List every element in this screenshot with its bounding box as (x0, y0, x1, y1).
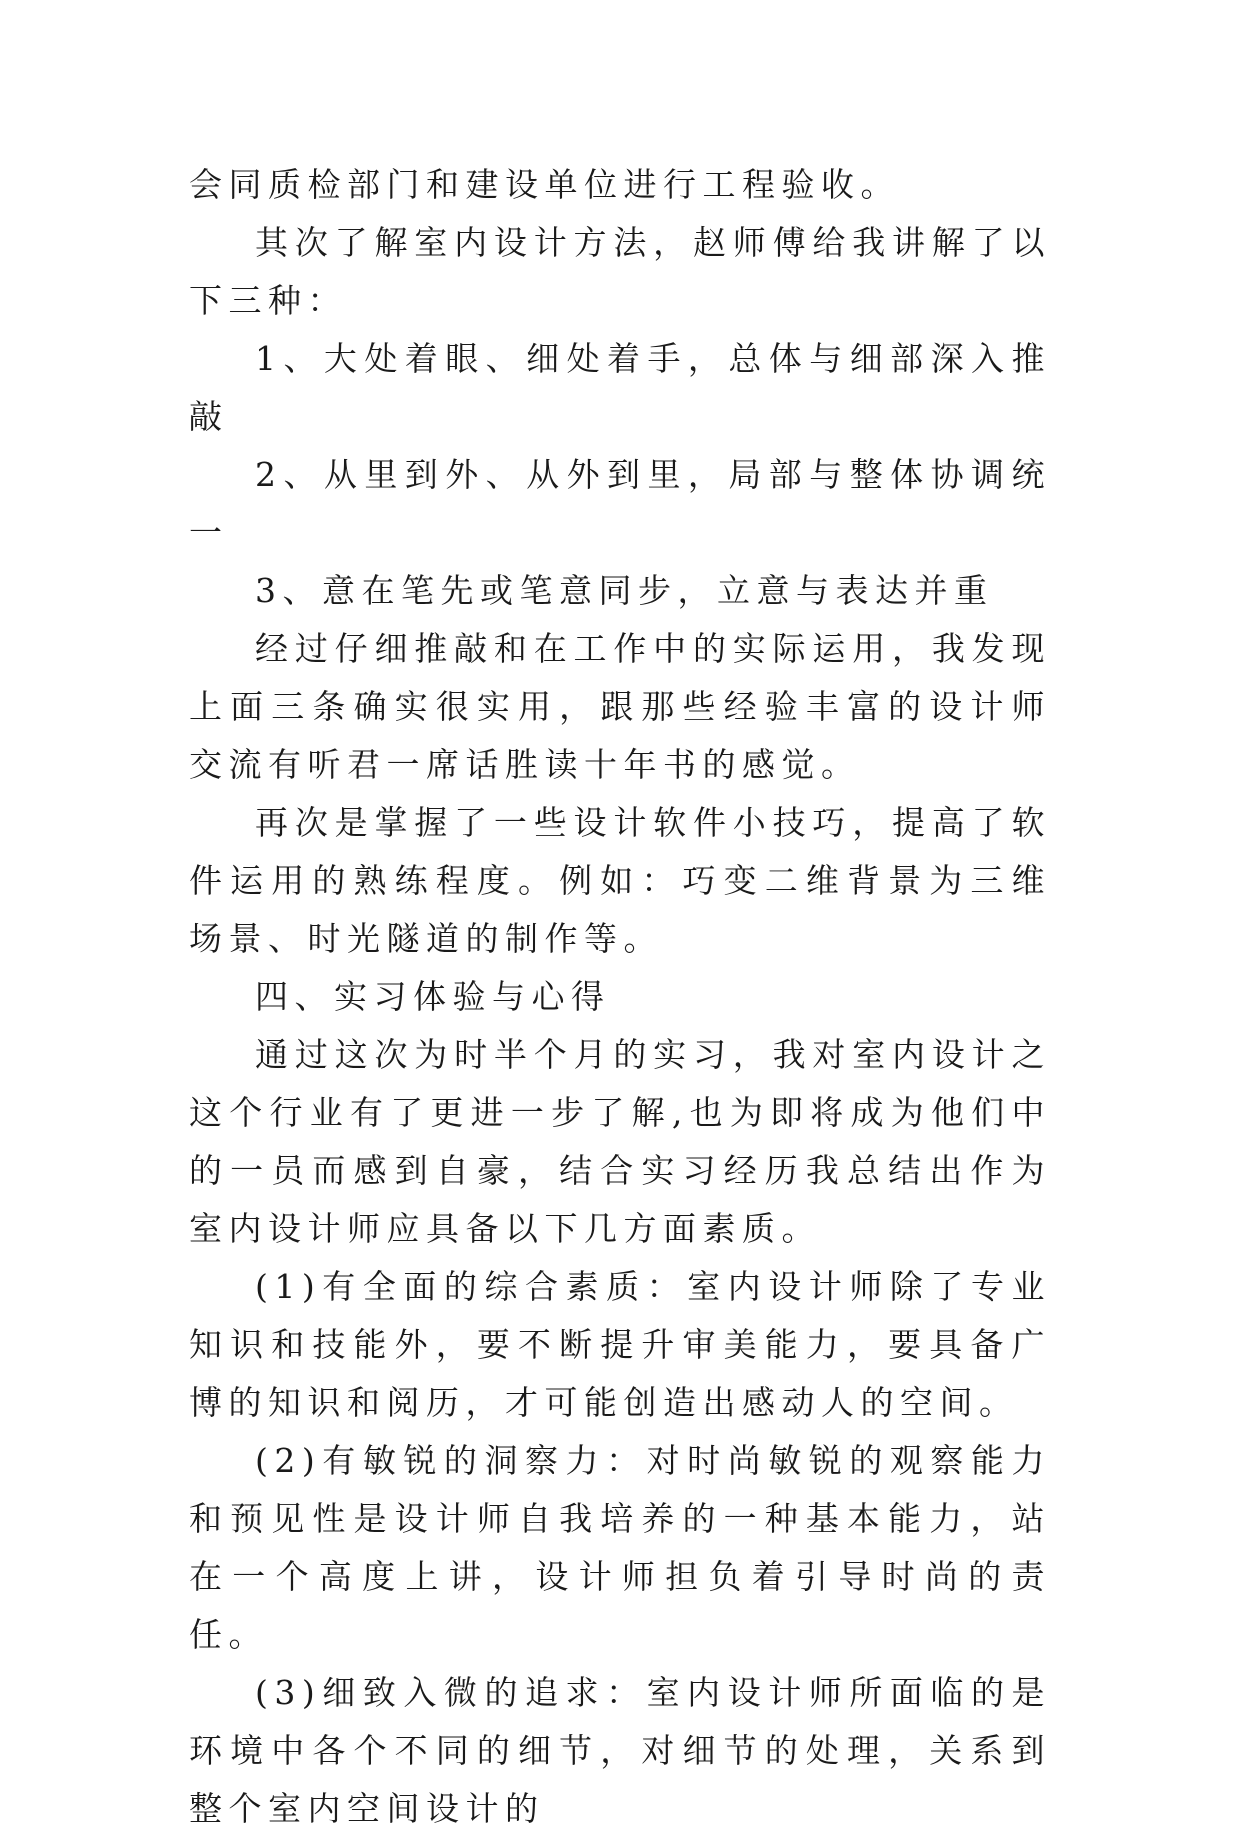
list-item-method-3: 3、意在笔先或笔意同步，立意与表达并重 (255, 571, 994, 610)
section-heading-experience: 四、实习体验与心得 (255, 977, 611, 1016)
paragraph-practice-reflection: 经过仔细推敲和在工作中的实际运用，我发现上面三条确实很实用，跟那些经验丰富的设计师交流有听君一席话胜读十年书的感觉。 (189, 629, 1051, 784)
paragraph-software-skills: 再次是掌握了一些设计软件小技巧，提高了软件运用的熟练程度。例如：巧变二维背景为三维场景、时光隧道的制作等。 (189, 803, 1051, 958)
list-item-method-1: 1、大处着眼、细处着手，总体与细部深入推敲 (189, 339, 1051, 436)
list-item-method-2: 2、从里到外、从外到里，局部与整体协调统一 (189, 455, 1051, 552)
paragraph-quality-1: (1)有全面的综合素质：室内设计师除了专业知识和技能外，要不断提升审美能力，要具备广博的知识和阅历，才可能创造出感动人的空间。 (189, 1267, 1051, 1422)
document-body (189, 156, 1051, 1838)
paragraph-quality-2: (2)有敏锐的洞察力：对时尚敏锐的观察能力和预见性是设计师自我培养的一种基本能力，站在一个高度上讲，设计师担负着引导时尚的责任。 (189, 1441, 1051, 1654)
paragraph-internship-summary: 通过这次为时半个月的实习，我对室内设计之这个行业有了更进一步了解,也为即将成为他们中的一员而感到自豪，结合实习经历我总结出作为室内设计师应具备以下几方面素质。 (189, 1035, 1051, 1248)
paragraph-continuation: 会同质检部门和建设单位进行工程验收。 (189, 165, 900, 204)
paragraph-design-methods-intro: 其次了解室内设计方法，赵师傅给我讲解了以下三种： (189, 223, 1051, 320)
paragraph-quality-3: (3)细致入微的追求：室内设计师所面临的是环境中各个不同的细节，对细节的处理，关系到整个室内空间设计的 (189, 1673, 1051, 1828)
